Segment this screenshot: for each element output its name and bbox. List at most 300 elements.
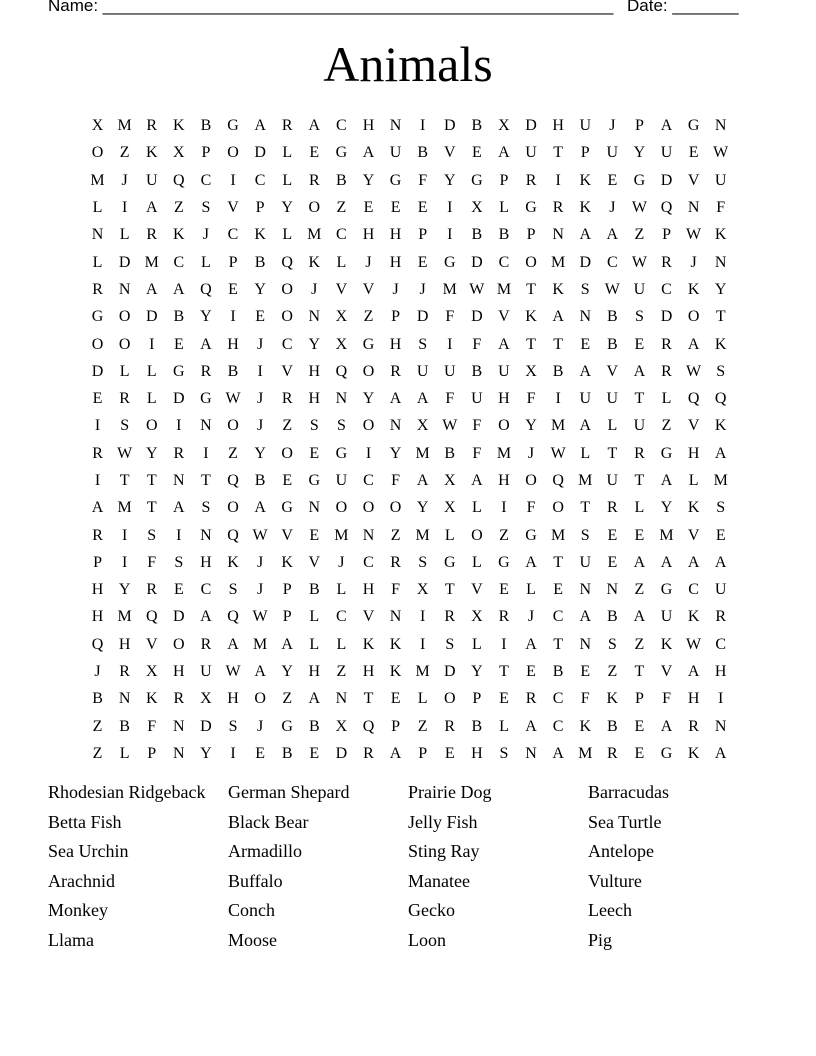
grid-letter: K bbox=[308, 253, 321, 271]
grid-letter: X bbox=[335, 308, 348, 326]
grid-letter: G bbox=[227, 117, 239, 135]
grid-letter: W bbox=[252, 526, 268, 544]
grid-letter: I bbox=[149, 335, 155, 353]
grid-letter: L bbox=[309, 608, 320, 626]
grid-letter: I bbox=[447, 335, 453, 353]
grid-letter: A bbox=[714, 744, 727, 762]
grid-letter: W bbox=[117, 444, 133, 462]
grid-letter: K bbox=[173, 117, 185, 135]
grid-letter: L bbox=[336, 581, 347, 599]
grid-letter: F bbox=[662, 690, 671, 708]
name-line: Name: ______________________________________________________ bbox=[48, 0, 614, 15]
grid-letter: P bbox=[147, 744, 157, 762]
grid-letter: X bbox=[416, 417, 429, 435]
grid-letter: R bbox=[281, 390, 293, 408]
grid-letter: L bbox=[417, 690, 428, 708]
grid-letter: H bbox=[687, 444, 700, 462]
grid-letter: H bbox=[362, 581, 375, 599]
grid-letter: C bbox=[498, 253, 510, 271]
grid-letter: M bbox=[252, 635, 268, 653]
grid-letter: I bbox=[230, 308, 236, 326]
grid-letter: X bbox=[471, 199, 483, 217]
grid-letter: B bbox=[471, 362, 483, 380]
grid-letter: Z bbox=[634, 581, 645, 599]
grid-letter: U bbox=[525, 144, 537, 162]
word-list-item: Leech bbox=[588, 900, 632, 921]
grid-letter: R bbox=[606, 744, 618, 762]
grid-letter: K bbox=[389, 635, 402, 653]
grid-letter: S bbox=[418, 335, 428, 353]
grid-letter: B bbox=[606, 308, 618, 326]
grid-letter: A bbox=[579, 608, 592, 626]
grid-letter: J bbox=[527, 608, 535, 626]
grid-letter: V bbox=[606, 362, 619, 380]
grid-row bbox=[84, 276, 736, 303]
grid-letter: I bbox=[176, 526, 182, 544]
grid-letter: S bbox=[716, 362, 726, 380]
grid-letter: B bbox=[336, 171, 347, 189]
grid-letter: M bbox=[415, 663, 430, 681]
grid-letter: P bbox=[282, 608, 292, 626]
grid-letter: K bbox=[714, 417, 727, 435]
grid-letter: U bbox=[443, 362, 456, 380]
word-list-item: Armadillo bbox=[228, 841, 302, 862]
grid-letter: P bbox=[634, 690, 644, 708]
grid-letter: I bbox=[718, 690, 724, 708]
grid-letter: J bbox=[121, 171, 128, 189]
grid-letter: M bbox=[578, 744, 593, 762]
grid-letter: I bbox=[121, 526, 128, 544]
grid-letter: E bbox=[255, 744, 265, 762]
grid-letter: F bbox=[418, 171, 428, 189]
grid-letter: L bbox=[92, 253, 103, 271]
grid-letter: A bbox=[416, 390, 429, 408]
grid-letter: C bbox=[688, 581, 699, 599]
grid-letter: K bbox=[579, 717, 592, 735]
grid-letter: P bbox=[634, 117, 644, 135]
grid-letter: Y bbox=[471, 663, 483, 681]
grid-letter: R bbox=[606, 499, 618, 517]
grid-letter: B bbox=[417, 144, 428, 162]
grid-letter: Z bbox=[336, 199, 347, 217]
grid-row bbox=[84, 740, 736, 767]
grid-letter: L bbox=[119, 362, 130, 380]
grid-letter: M bbox=[713, 472, 728, 489]
grid-letter: W bbox=[225, 663, 241, 681]
grid-letter: Y bbox=[254, 280, 266, 298]
grid-letter: K bbox=[687, 608, 700, 626]
grid-letter: P bbox=[282, 581, 292, 599]
grid-letter: E bbox=[363, 199, 374, 217]
grid-letter: B bbox=[471, 117, 483, 135]
grid-letter: S bbox=[445, 635, 455, 653]
grid-letter: K bbox=[687, 744, 700, 762]
grid-letter: G bbox=[200, 390, 212, 408]
grid-letter: R bbox=[715, 608, 727, 626]
grid-letter: X bbox=[145, 663, 158, 681]
grid-letter: S bbox=[580, 526, 590, 544]
grid-letter: N bbox=[335, 690, 348, 708]
grid-letter: D bbox=[443, 117, 456, 135]
grid-letter: B bbox=[254, 472, 266, 489]
grid-letter: C bbox=[200, 171, 212, 189]
grid-letter: E bbox=[228, 280, 238, 298]
grid-letter: L bbox=[661, 390, 672, 408]
grid-row bbox=[84, 713, 736, 740]
grid-letter: A bbox=[579, 362, 592, 380]
grid-row bbox=[84, 658, 736, 685]
grid-letter: V bbox=[362, 280, 375, 298]
grid-letter: S bbox=[120, 417, 130, 435]
grid-letter: I bbox=[555, 171, 561, 189]
grid-letter: L bbox=[499, 717, 509, 735]
grid-letter: G bbox=[660, 744, 673, 762]
grid-letter: Q bbox=[552, 472, 564, 489]
grid-letter: H bbox=[389, 226, 402, 244]
grid-letter: D bbox=[416, 308, 429, 326]
grid-letter: H bbox=[200, 553, 212, 571]
grid-letter: V bbox=[498, 308, 510, 326]
grid-letter: Q bbox=[687, 390, 700, 408]
grid-letter: H bbox=[118, 635, 131, 653]
grid-letter: H bbox=[552, 117, 564, 135]
grid-letter: L bbox=[92, 199, 103, 217]
grid-letter: E bbox=[309, 144, 320, 162]
grid-letter: I bbox=[203, 444, 209, 462]
grid-row bbox=[84, 494, 736, 521]
grid-letter: E bbox=[607, 553, 618, 571]
grid-letter: G bbox=[660, 444, 673, 462]
grid-letter: X bbox=[443, 499, 456, 517]
grid-letter: O bbox=[227, 144, 239, 162]
grid-letter: A bbox=[389, 744, 402, 762]
grid-letter: E bbox=[417, 199, 428, 217]
grid-letter: K bbox=[687, 499, 700, 517]
grid-letter: E bbox=[553, 581, 564, 599]
grid-letter: F bbox=[445, 308, 455, 326]
grid-letter: B bbox=[552, 663, 564, 681]
grid-letter: C bbox=[200, 581, 212, 599]
grid-letter: A bbox=[145, 199, 158, 217]
grid-letter: B bbox=[119, 717, 130, 735]
grid-letter: X bbox=[91, 117, 104, 135]
grid-letter: B bbox=[471, 717, 483, 735]
grid-letter: W bbox=[252, 608, 268, 626]
grid-letter: N bbox=[91, 226, 104, 244]
grid-letter: K bbox=[687, 280, 700, 298]
grid-letter: Z bbox=[634, 226, 645, 244]
grid-row bbox=[84, 549, 736, 576]
grid-letter: X bbox=[443, 472, 456, 489]
grid-letter: A bbox=[633, 362, 646, 380]
grid-letter: E bbox=[282, 472, 293, 489]
grid-letter: U bbox=[633, 280, 646, 298]
grid-letter: T bbox=[634, 472, 645, 489]
grid-letter: D bbox=[660, 308, 673, 326]
grid-letter: A bbox=[200, 608, 212, 626]
grid-letter: J bbox=[256, 553, 264, 571]
grid-letter: C bbox=[552, 690, 564, 708]
grid-letter: O bbox=[281, 280, 293, 298]
grid-letter: R bbox=[281, 117, 293, 135]
grid-letter: Q bbox=[660, 199, 673, 217]
grid-letter: A bbox=[200, 335, 212, 353]
grid-letter: Q bbox=[173, 171, 185, 189]
grid-letter: R bbox=[146, 117, 158, 135]
grid-letter: A bbox=[173, 499, 185, 517]
grid-letter: Y bbox=[389, 444, 402, 462]
grid-letter: J bbox=[419, 280, 426, 298]
grid-letter: Y bbox=[362, 390, 375, 408]
word-list-item: Barracudas bbox=[588, 782, 669, 802]
grid-letter: F bbox=[445, 390, 455, 408]
grid-letter: A bbox=[308, 117, 321, 135]
grid-letter: K bbox=[552, 280, 564, 298]
grid-letter: V bbox=[660, 663, 673, 681]
grid-letter: L bbox=[146, 390, 157, 408]
grid-row bbox=[84, 330, 736, 357]
grid-letter: A bbox=[498, 144, 510, 162]
grid-letter: G bbox=[443, 553, 456, 571]
grid-letter: Y bbox=[281, 663, 293, 681]
grid-letter: T bbox=[526, 280, 536, 298]
grid-row bbox=[84, 248, 736, 275]
grid-letter: I bbox=[230, 744, 236, 762]
grid-letter: S bbox=[147, 526, 157, 544]
grid-letter: N bbox=[714, 717, 727, 735]
grid-letter: Z bbox=[92, 744, 103, 762]
grid-letter: O bbox=[443, 690, 456, 708]
grid-letter: P bbox=[662, 226, 671, 244]
grid-letter: R bbox=[308, 171, 320, 189]
grid-letter: R bbox=[363, 744, 374, 762]
grid-letter: O bbox=[308, 199, 321, 217]
grid-letter: H bbox=[498, 390, 510, 408]
grid-letter: Y bbox=[633, 144, 646, 162]
grid-letter: J bbox=[690, 253, 697, 271]
grid-letter: T bbox=[607, 444, 618, 462]
grid-letter: V bbox=[687, 526, 700, 544]
grid-letter: T bbox=[580, 499, 591, 517]
grid-letter: K bbox=[714, 226, 727, 244]
grid-letter: Y bbox=[362, 171, 375, 189]
grid-letter: M bbox=[415, 444, 430, 462]
grid-letter: J bbox=[338, 553, 345, 571]
grid-letter: X bbox=[173, 144, 185, 162]
grid-letter: J bbox=[94, 663, 101, 681]
grid-letter: M bbox=[496, 280, 512, 298]
word-list bbox=[48, 778, 768, 956]
grid-letter: R bbox=[525, 171, 537, 189]
grid-letter: T bbox=[146, 499, 157, 517]
grid-letter: O bbox=[471, 526, 483, 544]
grid-letter: E bbox=[390, 199, 401, 217]
date-line: Date: _______ bbox=[627, 0, 739, 15]
grid-letter: K bbox=[525, 308, 537, 326]
grid-letter: G bbox=[173, 362, 185, 380]
grid-letter: Z bbox=[634, 635, 645, 653]
grid-letter: G bbox=[91, 308, 104, 326]
grid-letter: V bbox=[308, 553, 321, 571]
grid-letter: R bbox=[173, 690, 185, 708]
grid-letter: I bbox=[420, 117, 426, 135]
word-list-item: Loon bbox=[408, 929, 446, 950]
grid-letter: R bbox=[525, 690, 537, 708]
grid-letter: J bbox=[609, 199, 616, 217]
grid-letter: A bbox=[525, 553, 537, 571]
grid-letter: M bbox=[551, 526, 566, 544]
word-list-item: Sea Urchin bbox=[48, 841, 129, 862]
grid-letter: X bbox=[200, 690, 212, 708]
grid-letter: T bbox=[553, 553, 564, 571]
grid-letter: W bbox=[469, 280, 485, 298]
grid-letter: X bbox=[335, 335, 348, 353]
grid-letter: W bbox=[604, 280, 620, 298]
grid-letter: P bbox=[201, 144, 211, 162]
grid-letter: P bbox=[499, 171, 509, 189]
grid-row bbox=[84, 521, 736, 548]
grid-letter: J bbox=[365, 253, 372, 271]
grid-letter: W bbox=[442, 417, 458, 435]
grid-letter: A bbox=[91, 499, 104, 517]
grid-letter: C bbox=[336, 226, 347, 244]
word-search-grid bbox=[84, 112, 736, 767]
word-list-item: Monkey bbox=[48, 900, 108, 921]
grid-letter: A bbox=[254, 117, 266, 135]
grid-letter: P bbox=[391, 308, 401, 326]
grid-letter: R bbox=[634, 444, 645, 462]
grid-letter: A bbox=[579, 226, 592, 244]
grid-letter: U bbox=[579, 553, 592, 571]
grid-letter: N bbox=[118, 690, 131, 708]
grid-letter: I bbox=[365, 444, 372, 462]
grid-letter: P bbox=[526, 226, 536, 244]
grid-letter: A bbox=[687, 553, 700, 571]
grid-letter: U bbox=[606, 472, 619, 489]
grid-letter: E bbox=[173, 335, 184, 353]
grid-letter: W bbox=[631, 253, 647, 271]
grid-letter: E bbox=[634, 744, 645, 762]
grid-letter: D bbox=[91, 362, 104, 380]
word-list-item: Black Bear bbox=[228, 811, 309, 832]
grid-letter: Y bbox=[416, 499, 429, 517]
grid-letter: B bbox=[444, 444, 456, 462]
word-list-item: Arachnid bbox=[48, 870, 115, 891]
grid-letter: Q bbox=[281, 253, 293, 271]
grid-letter: U bbox=[660, 608, 673, 626]
word-list-item: Pig bbox=[588, 929, 613, 950]
grid-letter: K bbox=[281, 553, 293, 571]
grid-letter: C bbox=[281, 335, 293, 353]
grid-letter: F bbox=[526, 390, 536, 408]
grid-letter: B bbox=[498, 226, 510, 244]
grid-letter: M bbox=[117, 499, 132, 517]
grid-letter: J bbox=[256, 717, 264, 735]
grid-row bbox=[84, 440, 736, 467]
grid-letter: L bbox=[634, 499, 645, 517]
grid-letter: S bbox=[228, 581, 238, 599]
grid-letter: E bbox=[309, 744, 320, 762]
grid-letter: Y bbox=[200, 744, 212, 762]
grid-letter: W bbox=[713, 144, 729, 162]
grid-letter: T bbox=[526, 335, 536, 353]
grid-letter: B bbox=[281, 744, 293, 762]
grid-letter: Z bbox=[228, 444, 238, 462]
word-list-item: Conch bbox=[228, 900, 275, 921]
grid-letter: I bbox=[176, 417, 182, 435]
grid-letter: E bbox=[309, 444, 320, 462]
grid-letter: P bbox=[228, 253, 238, 271]
grid-letter: S bbox=[580, 280, 590, 298]
grid-row bbox=[84, 467, 736, 494]
grid-letter: O bbox=[227, 417, 239, 435]
grid-letter: P bbox=[472, 690, 482, 708]
grid-letter: Q bbox=[227, 472, 239, 489]
grid-letter: K bbox=[606, 690, 619, 708]
grid-letter: D bbox=[443, 663, 456, 681]
grid-letter: P bbox=[391, 717, 401, 735]
grid-letter: N bbox=[552, 226, 564, 244]
word-list-item: Rhodesian Ridgeback bbox=[48, 782, 206, 802]
grid-letter: N bbox=[173, 744, 185, 762]
grid-letter: E bbox=[471, 144, 482, 162]
grid-letter: G bbox=[362, 335, 375, 353]
grid-letter: L bbox=[688, 472, 699, 489]
grid-letter: D bbox=[173, 608, 185, 626]
grid-letter: E bbox=[526, 663, 536, 681]
grid-letter: D bbox=[660, 171, 673, 189]
grid-letter: G bbox=[389, 171, 402, 189]
grid-letter: G bbox=[471, 171, 483, 189]
grid-letter: V bbox=[687, 417, 700, 435]
grid-letter: Z bbox=[282, 417, 293, 435]
grid-letter: R bbox=[661, 335, 672, 353]
grid-letter: R bbox=[200, 635, 212, 653]
grid-letter: T bbox=[499, 663, 509, 681]
grid-letter: L bbox=[471, 499, 482, 517]
grid-letter: U bbox=[498, 362, 510, 380]
grid-row bbox=[84, 412, 736, 439]
grid-letter: C bbox=[552, 608, 564, 626]
grid-letter: F bbox=[147, 553, 157, 571]
grid-letter: K bbox=[227, 553, 239, 571]
grid-letter: E bbox=[634, 335, 645, 353]
grid-letter: L bbox=[499, 199, 509, 217]
grid-letter: H bbox=[498, 472, 510, 489]
grid-letter: E bbox=[309, 526, 320, 544]
grid-letter: C bbox=[336, 608, 347, 626]
grid-letter: H bbox=[471, 744, 483, 762]
grid-letter: J bbox=[311, 280, 318, 298]
grid-letter: A bbox=[633, 608, 646, 626]
grid-letter: L bbox=[444, 526, 455, 544]
grid-letter: E bbox=[688, 144, 699, 162]
grid-row bbox=[84, 385, 736, 412]
grid-letter: M bbox=[117, 117, 132, 135]
grid-letter: K bbox=[389, 663, 402, 681]
grid-letter: T bbox=[634, 663, 645, 681]
grid-letter: O bbox=[362, 417, 375, 435]
grid-letter: N bbox=[335, 390, 348, 408]
grid-letter: I bbox=[121, 553, 128, 571]
grid-letter: U bbox=[145, 171, 158, 189]
grid-letter: Z bbox=[282, 690, 293, 708]
grid-letter: G bbox=[281, 717, 293, 735]
grid-letter: T bbox=[119, 472, 130, 489]
grid-letter: E bbox=[607, 526, 618, 544]
grid-letter: P bbox=[93, 553, 102, 571]
grid-letter: P bbox=[418, 744, 428, 762]
